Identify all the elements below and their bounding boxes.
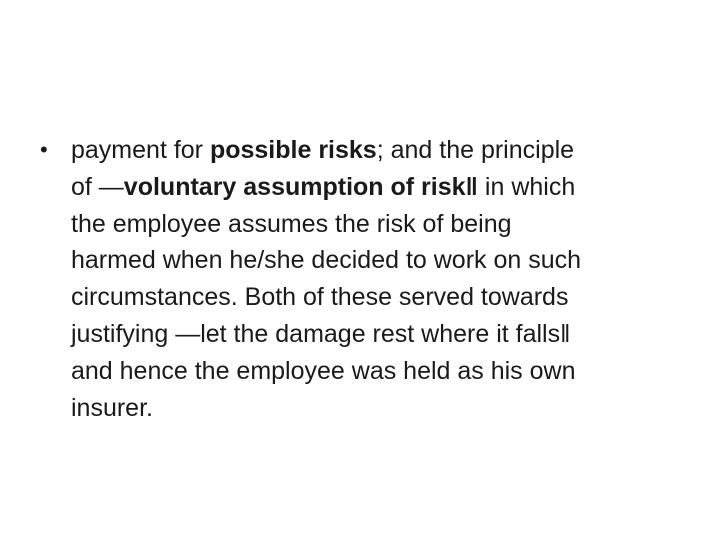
text-segment: and hence the employee was held as his own (71, 356, 576, 385)
text-segment: payment for (71, 136, 210, 164)
paragraph-line-4 (71, 242, 704, 279)
paragraph-line-7 (71, 353, 704, 390)
text-segment: harmed when he/she decided to work on such (71, 246, 582, 275)
bold-term-voluntary-assumption: voluntary assumption of risk‖ (123, 172, 478, 201)
text-segment: justifying ―let the damage rest where it falls‖ (71, 319, 571, 348)
text-segment: insurer. (71, 393, 153, 422)
bullet-item (40, 132, 704, 426)
bullet-dot-icon: • (40, 137, 48, 162)
bullet-paragraph (71, 132, 704, 426)
text-segment: in which (477, 172, 576, 201)
text-segment: ; and the principle (376, 136, 575, 164)
paragraph-line-2 (71, 169, 704, 206)
paragraph-line-8 (71, 390, 704, 427)
bullet-list (40, 132, 704, 426)
paragraph-line-1 (71, 132, 704, 169)
paragraph-line-6 (71, 316, 704, 353)
paragraph-line-3 (71, 206, 704, 243)
text-segment: of ― (71, 172, 124, 201)
paragraph-line-5 (71, 279, 704, 316)
text-segment: the employee assumes the risk of being (71, 209, 512, 238)
text-segment: circumstances. Both of these served towards (71, 283, 569, 312)
bold-term-possible-risks: possible risks (209, 136, 377, 164)
